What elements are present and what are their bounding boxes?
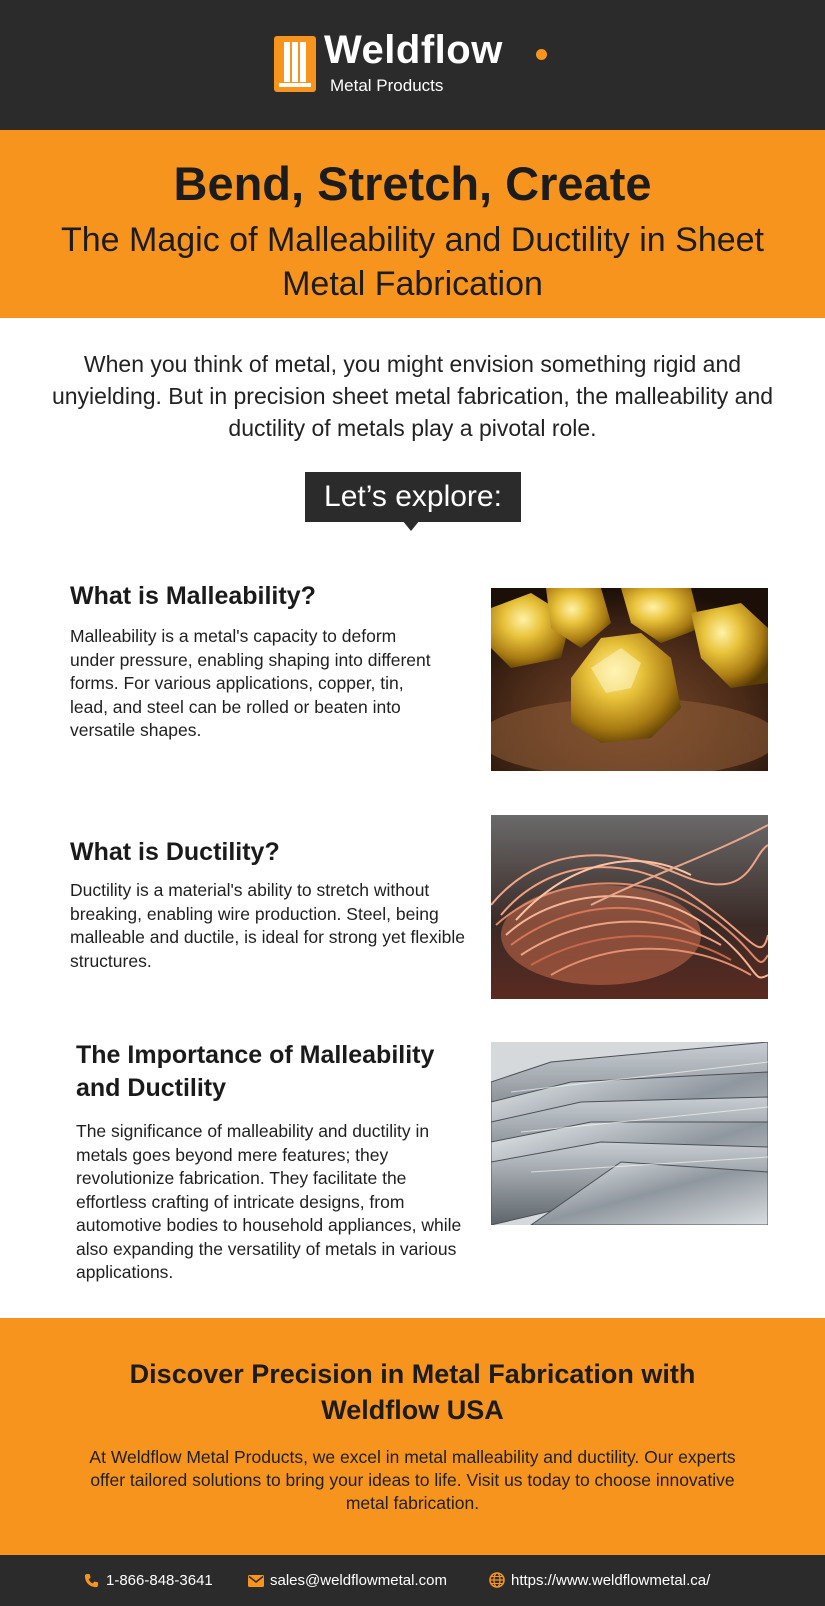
section-title-ductility: What is Ductility? [70, 838, 280, 866]
cta-body: At Weldflow Metal Products, we excel in metal malleability and ductility. Our experts offer tailored solutions to bring your ideas to life. Visit us today to choose innovative metal fabrication. [89, 1447, 736, 1513]
section-body-importance: The significance of malleability and ductility in metals goes beyond mere features; they revolutionize fabrication. They facilitate the effortless crafting of intricate designs, from automotive bodies to household appliances, while also expanding the versatility of metals in various applications. [76, 1121, 462, 1282]
globe-icon [489, 1572, 505, 1588]
brand-name: Weldflow [324, 28, 503, 72]
section-title-malleability: What is Malleability? [70, 582, 316, 610]
cta-title: Discover Precision in Metal Fabrication with Weldflow USA [129, 1359, 696, 1425]
phone-icon [84, 1573, 99, 1588]
email-address: sales@weldflowmetal.com [270, 1572, 447, 1589]
hero-subtitle: The Magic of Malleability and Ductility in Sheet Metal Fabrication [61, 221, 764, 303]
copper-wire-photo [491, 815, 768, 999]
contact-footer [0, 1555, 825, 1606]
logo-mark-icon [274, 36, 316, 92]
site-header [0, 0, 825, 130]
section-title-importance: The Importance of Malleability and Ductility [76, 1041, 435, 1102]
hero-title: Bend, Stretch, Create [173, 157, 652, 210]
section-body-ductility: Ductility is a material's ability to stretch without breaking, enabling wire production. Steel, being malleable and ductile, is ideal for strong yet flexible structures. [70, 880, 465, 971]
sheet-metal-photo [491, 1042, 768, 1225]
intro-text: When you think of metal, you might envision something rigid and unyielding. But in precision sheet metal fabrication, the malleability and ductility of metals play a pivotal role. [51, 351, 774, 441]
section-body-malleability: Malleability is a metal's capacity to deform under pressure, enabling shaping into different forms. For various applications, copper, tin, lead, and steel can be rolled or beaten into versatile shapes. [70, 626, 431, 740]
explore-label: Let’s explore: [305, 472, 521, 522]
logo-dot-icon [536, 49, 547, 60]
hero-banner [0, 130, 825, 318]
website-url: https://www.weldflowmetal.ca/ [511, 1572, 711, 1589]
envelope-icon [248, 1575, 264, 1587]
gold-nugget-photo [491, 588, 768, 771]
brand-logo[interactable] [274, 28, 564, 96]
brand-subtitle: Metal Products [330, 76, 444, 95]
speech-pointer-icon [402, 520, 420, 531]
phone-number: 1-866-848-3641 [106, 1572, 213, 1589]
cta-banner [0, 1318, 825, 1555]
